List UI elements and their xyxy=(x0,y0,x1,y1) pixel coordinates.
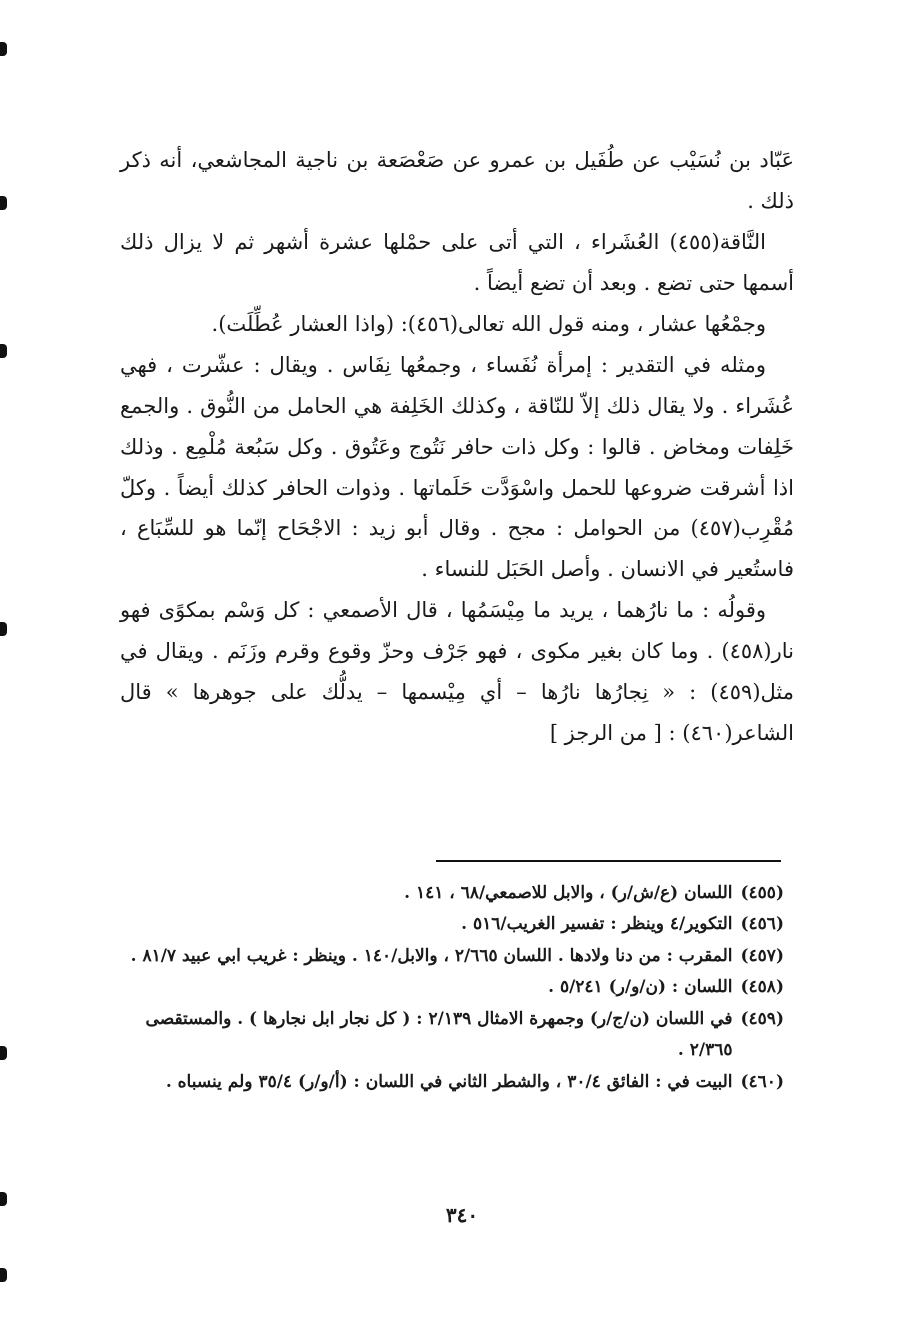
footnote-number: (٤٥٦) xyxy=(740,914,784,935)
binding-mark xyxy=(0,344,7,358)
footnotes xyxy=(125,878,784,1098)
paragraph: عَبّاد بن نُسَيْب عن طُفَيل بن عمرو عن صَعْصَعة بن ناجية المجاشعي، أنه ذكر ذلك . xyxy=(120,148,794,213)
binding-mark xyxy=(0,622,7,636)
footnote-text: في اللسان (ن/ج/ر) وجمهرة الامثال ٢/١٣٩ : ( كل نجار ابل نجارها ) . والمستقصى ٢/٣٦٥ . xyxy=(145,1008,733,1061)
footnote-number: (٤٦٠) xyxy=(740,1071,784,1092)
footnote xyxy=(125,909,784,940)
paragraph: ومثله في التقدير : إمرأة نُفَساء ، وجمعُها نِفَاس . ويقال : عشّرت ، فهي عُشَراء . ولا يقال ذلك إلاّ للنّاقة ، وكذلك الخَلِفة هي الحامل من النُّوق . والجمع خَلِفات ومخاض . قالوا : وكل ذات حافر نَتُوج وعَتُوق . وكل سَبُعة مُلْمِع . وذلك اذا أشرقت ضروعها للحمل واسْوَدَّت حَلَماتها . وذوات الحافر كذلك أيضاً . وكلّ مُقْرِب(٤٥٧) من الحوامل : مجح . وقال أبو زيد : الاجْحَاح إنّما هو للسِّبَاع ، فاستُعير في الانسان . وأصل الحَبَل للنساء . xyxy=(120,352,794,582)
binding-mark xyxy=(0,1268,7,1282)
paragraph: وقولُه : ما نارُهما ، يريد ما مِيْسَمُها ، قال الأصمعي : كل وَسْم بمكوًى فهو نار(٤٥٨) . وما كان بغير مكوى ، فهو جَرْف وحزّ وقوع وقرم وزَنَم . ويقال في مثل(٤٥٩) : « نِجارُها نارُها – أي مِيْسمها – يدلُّك على جوهرها » قال الشاعر(٤٦٠) : [ من الرجز ] xyxy=(120,598,794,746)
footnote xyxy=(125,941,784,972)
footnote-number: (٤٥٥) xyxy=(740,883,784,903)
page-number: ٣٤٠ xyxy=(445,1203,479,1227)
footnote-number: (٤٥٨) xyxy=(740,977,784,998)
binding-mark xyxy=(0,42,7,56)
footnote-text: البيت في : الفائق ٣٠/٤ ، والشطر الثاني في اللسان : (أ/و/ر) ٣٥/٤ ولم ينسباه . xyxy=(165,1071,733,1092)
footnote xyxy=(125,878,784,909)
footnote-separator xyxy=(436,860,781,862)
binding-mark xyxy=(0,1046,7,1060)
footnote xyxy=(125,1004,784,1067)
binding-mark xyxy=(0,196,7,210)
footnote-text: اللسان : (ن/و/ر) ٥/٢٤١ . xyxy=(548,977,733,998)
footnote-number: (٤٥٩) xyxy=(740,1008,784,1029)
footnote-text: المقرب : من دنا ولادها . اللسان ٢/٦٦٥ ، والابل/١٤٠ . وينظر : غريب ابي عبيد ٨١/٧ . xyxy=(130,945,733,966)
footnote xyxy=(125,1067,784,1098)
footnote-text: التكوير/٤ وينظر : تفسير الغريب/٥١٦ . xyxy=(461,914,733,935)
footnote xyxy=(125,972,784,1003)
paragraph: وجمْعُها عشار ، ومنه قول الله تعالى(٤٥٦): (واذا العشار عُطِّلَت). xyxy=(211,311,766,336)
paragraph: النَّاقة(٤٥٥) العُشَراء ، التي أتى على حمْلها عشرة أشهر ثم لا يزال ذلك أسمها حتى تضع . وبعد أن تضع أيضاً . xyxy=(120,229,794,295)
footnote-number: (٤٥٧) xyxy=(740,945,784,966)
footnote-text: اللسان (ع/ش/ر) ، والابل للاصمعي/٦٨ ، ١٤١ . xyxy=(404,883,733,903)
body-text xyxy=(120,140,794,754)
